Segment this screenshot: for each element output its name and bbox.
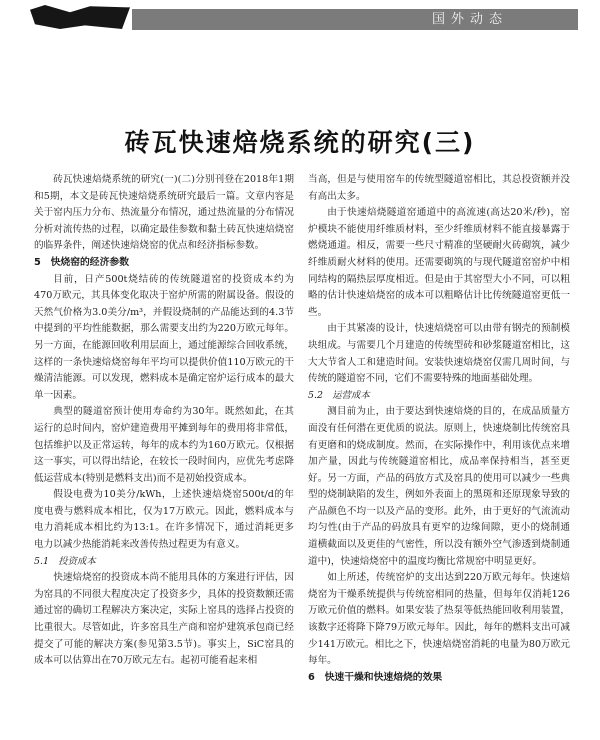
page-header xyxy=(0,0,600,38)
section-5-1-paragraph-1: 快速焙烧窑的投资成本尚不能用具体的方案进行评估，因为窑具的不同很大程度决定了投资多少，具体的投资数额还需通过窑的确切工程解决方案决定，实际上窑具的选择占投资的比重很大。尽管如此，许多窑具生产商和窑炉建筑承包商已经提交了可能的解决方案(参见第3.5节)。事实上，SiC窑具的成本可以估算出在70万欧元左右。起初可能看起来相 xyxy=(34,572,294,667)
section-5-heading: 5 快烧窑的经济参数 xyxy=(34,256,129,268)
article-title: 砖瓦快速焙烧系统的研究(三) xyxy=(124,127,476,157)
section-5-1-heading: 5.1 投资成本 xyxy=(34,555,96,567)
intro-paragraph: 砖瓦快速焙烧系统的研究(一)(二)分别刊登在2018年1期和5期，本文是砖瓦快速焙烧系统研究最后一篇。文章内容是关于窑内压力分布、热流量分布情况，通过热流量的分布情况分析对流传热的过程，以确定最佳参数和黏土砖瓦快速焙烧窑的临界条件，阐述快速焙烧窑的优点和经济指标参数。 xyxy=(34,174,294,252)
section-5-paragraph-3: 假设电费为10美分/kWh，上述快速焙烧窑500t/d的年度电费与燃料成本相比，仅为17万欧元。因此，燃料成本与电力消耗成本相比约为13:1。在许多情况下，通过消耗更多电力以减少热能消耗来改善传热过程更为有意义。 xyxy=(34,489,294,551)
right-paragraph-2: 由于快速焙烧隧道窑通道中的高流速(高达20米/秒)，窑炉模块不能使用纤维质材料，至少纤维质材料不能直接暴露于燃烧通道。相反，需要一些尺寸精准的坚硬耐火砖砌筑，减少纤维质耐火材料的使用。还需要砌筑的与现代隧道窑窑炉中相同结构的隔热层厚度相近。但是由于其窑型大小不同，可以粗略的估计快速焙烧窑的成本可以粗略估计比传统隧道窑更低一些。 xyxy=(308,207,570,318)
section-5-2-heading: 5.2 运营成本 xyxy=(308,389,370,401)
header-bar-edge xyxy=(576,9,592,30)
section-5-paragraph-1: 目前，日产500t烧结砖的传统隧道窑的投资成本约为470万欧元，其具体变化取决于窑炉所需的附属设备。假设的天然气价格为3.0美分/m³，并假设烧制的产品能达到的4.3节中提到的平均性能数据，那么需要支出约为220万欧元每年。另一方面，在能源回收利用层面上，通过能源综合回收系统，这样的一条快速焙烧窑每年平均可以提供价值110万欧元的干燥清洁能源。可以发现，燃料成本是确定窑炉运行成本的最大单一因素。 xyxy=(34,273,294,401)
section-6-heading: 6 快速干燥和快速焙烧的效果 xyxy=(308,671,443,683)
continued-paragraph: 当高，但是与使用窑车的传统型隧道窑相比，其总投资额并没有高出太多。 xyxy=(308,174,570,202)
header-brush-logo xyxy=(30,5,130,29)
header-bar xyxy=(132,9,576,30)
right-paragraph-3: 由于其紧凑的设计，快速焙烧窑可以由带有钢壳的预制模块组成。与需要几个月建造的传统型砖和砂浆隧道窑相比，这大大节省人工和建造时间。安装快速焙烧窑仅需几周时间，与传统的隧道窑不同，它们不需要特殊的地面基础处理。 xyxy=(308,323,570,385)
right-column xyxy=(308,172,570,686)
left-column xyxy=(34,172,294,670)
section-5-2-paragraph-1: 测目前为止，由于要达到快速焙烧的目的，在成品质量方面没有任何潜在更优质的说法。原则上，快速烧制比传统窑具有更磨和的烧成制度。然而，在实际操作中，利用该优点来增加产量，因此与传统隧道窑相比，成品率保持相当，甚至更好。另一方面，产品的码放方式及窑具的使用可以减少一些典型的烧制缺陷的发生，例如外表面上的黑斑和还原现象导致的产品颜色不均一以及产品的变形。此外，由于更好的气流流动均匀性(由于产品的码放具有更窄的边缘间隙，更小的烧制通道横截面以及更佳的气密性，所以没有额外空气渗透到烧制通道中)，快速焙烧窑中的温度均衡比常规窑中明显更好。 xyxy=(308,406,570,567)
section-5-2-paragraph-2: 如上所述，传统窑炉的支出达到220万欧元每年。快速焙烧窑为干燥系统提供与传统窑相同的热量，但每年仅消耗126万欧元价值的燃料。如果安装了热泵等低热能回收利用装置，该数字还将降下降79万欧元每年。因此，每年的燃料支出可减少141万欧元。相比之下，快速焙烧窑消耗的电量为80万欧元每年。 xyxy=(308,572,570,667)
section-tag: 国外动态 xyxy=(431,12,508,27)
section-5-paragraph-2: 典型的隧道窑预计使用寿命约为30年。既然如此，在其运行的总时间内，窑炉建造费用平摊到每年的费用将非常低，包括维护以及正常运转，每年的成本约为160万欧元。仅根据这一事实，可以得出结论，在较长一段时间内，应优先考虑降低运营成本(特别是燃料支出)而不是初始投资成本。 xyxy=(34,406,294,484)
